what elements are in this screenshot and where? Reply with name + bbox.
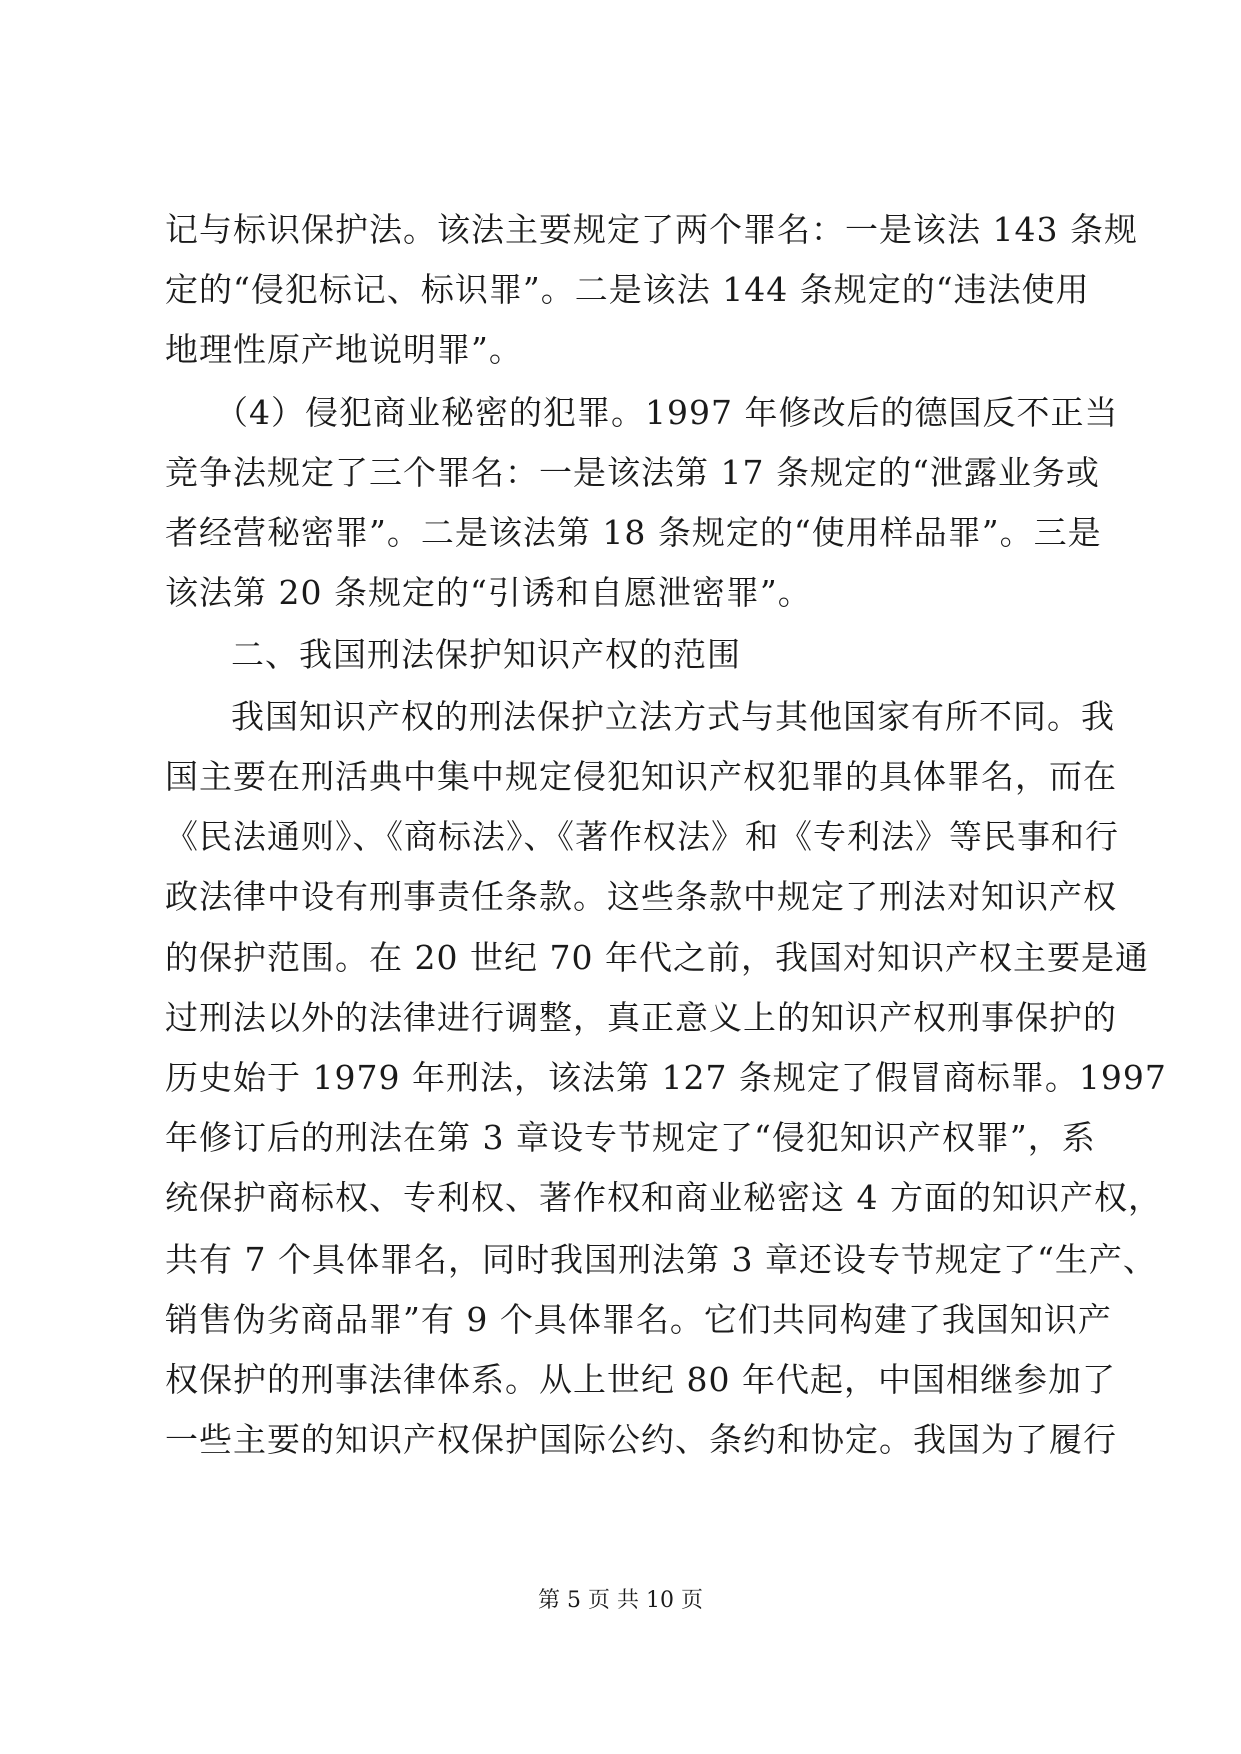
text-line: 国主要在刑活典中集中规定侵犯知识产权犯罪的具体罪名，而在 [165, 757, 1117, 796]
text-line: 过刑法以外的法律进行调整，真正意义上的知识产权刑事保护的 [165, 998, 1117, 1037]
text-line: 权保护的刑事法律体系。从上世纪 80 年代起，中国相继参加了 [165, 1360, 1116, 1399]
text-line: （4）侵犯商业秘密的犯罪。1997 年修改后的德国反不正当 [215, 393, 1119, 432]
text-line: 年修订后的刑法在第 3 章设专节规定了“侵犯知识产权罪”，系 [165, 1118, 1096, 1157]
text-line: 地理性原产地说明罪”。 [165, 330, 523, 369]
text-line: 竞争法规定了三个罪名：一是该法第 17 条规定的“泄露业务或 [165, 453, 1100, 492]
text-line: 该法第 20 条规定的“引诱和自愿泄密罪”。 [165, 573, 812, 612]
section-heading: 二、我国刑法保护知识产权的范围 [231, 635, 741, 674]
text-line: 定的“侵犯标记、标识罪”。二是该法 144 条规定的“违法使用 [165, 270, 1090, 309]
text-line: 历史始于 1979 年刑法，该法第 127 条规定了假冒商标罪。1997 [165, 1058, 1167, 1097]
text-line: 政法律中设有刑事责任条款。这些条款中规定了刑法对知识产权 [165, 877, 1117, 916]
text-line: 一些主要的知识产权保护国际公约、条约和协定。我国为了履行 [165, 1420, 1117, 1459]
page-number-footer: 第 5 页 共 10 页 [538, 1588, 703, 1613]
text-line: 记与标识保护法。该法主要规定了两个罪名：一是该法 143 条规 [165, 210, 1138, 249]
text-line: 我国知识产权的刑法保护立法方式与其他国家有所不同。我 [231, 697, 1115, 736]
text-line: 销售伪劣商品罪”有 9 个具体罪名。它们共同构建了我国知识产 [165, 1300, 1112, 1339]
text-line: 的保护范围。在 20 世纪 70 年代之前，我国对知识产权主要是通 [165, 938, 1149, 977]
text-line: 者经营秘密罪”。二是该法第 18 条规定的“使用样品罪”。三是 [165, 513, 1102, 552]
text-line: 统保护商标权、专利权、著作权和商业秘密这 4 方面的知识产权， [165, 1178, 1162, 1217]
text-line: 《民法通则》、《商标法》、《著作权法》和《专利法》等民事和行 [165, 817, 1119, 856]
text-line: 共有 7 个具体罪名，同时我国刑法第 3 章还设专节规定了“生产、 [165, 1240, 1157, 1279]
